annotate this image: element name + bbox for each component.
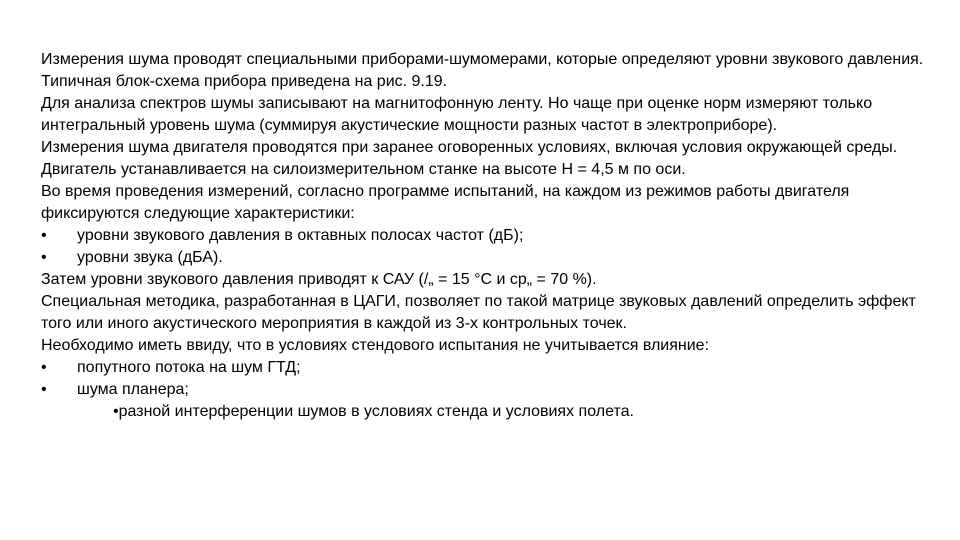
list-item-text: разной интерференции шумов в условиях стенда и условиях полета.: [118, 403, 634, 420]
paragraph-sau-conversion: Затем уровни звукового давления приводят к САУ (/„ = 15 °С и ср„ = 70 %).: [41, 271, 597, 288]
list-item: [41, 225, 941, 247]
paragraph-influence-intro: Необходимо иметь ввиду, что в условиях стендового испытания не учитывается влияние:: [41, 337, 710, 354]
list-item-text: уровни звука (дБА).: [77, 249, 223, 266]
bullet-icon: •: [41, 381, 47, 398]
document-body: [41, 49, 941, 423]
list-item: [41, 357, 941, 379]
list-item-text: шума планера;: [77, 381, 189, 398]
paragraph-engine-stand: Двигатель устанавливается на силоизмерительном станке на высоте Н = 4,5 м по оси.: [41, 161, 686, 178]
list-item-text: уровни звукового давления в октавных полосах частот (дБ);: [77, 227, 524, 244]
paragraph-tsagi-method: Специальная методика, разработанная в ЦАГИ, позволяет по такой матрице звуковых давлений определить эффект того или иного акустического мероприятия в каждой из 3-х контрольных точек.: [41, 293, 916, 332]
paragraph-noise-meters: Измерения шума проводят специальными приборами-шумомерами, которые определяют уровни звукового давления. Типичная блок-схема прибора приведена на рис. 9.19.: [41, 51, 924, 90]
bullet-icon: •: [41, 249, 47, 266]
paragraph-spectrum-analysis: Для анализа спектров шумы записывают на магнитофонную ленту. Но чаще при оценке норм измеряют только интегральный уровень шума (суммируя акустические мощности разных частот в электроприборе).: [41, 95, 873, 134]
paragraph-characteristics-intro: Во время проведения измерений, согласно программе испытаний, на каждом из режимов работы двигателя фиксируются следующие характеристики:: [41, 183, 850, 222]
bullet-icon: •: [41, 359, 47, 376]
list-item-text: попутного потока на шум ГТД;: [77, 359, 301, 376]
bullet-icon: •: [113, 403, 119, 420]
paragraph-engine-conditions: Измерения шума двигателя проводятся при заранее оговоренных условиях, включая условия окружающей среды.: [41, 139, 898, 156]
list-item: [41, 379, 941, 401]
bullet-icon: •: [41, 227, 47, 244]
list-item: [41, 247, 941, 269]
list-item: [41, 401, 941, 423]
